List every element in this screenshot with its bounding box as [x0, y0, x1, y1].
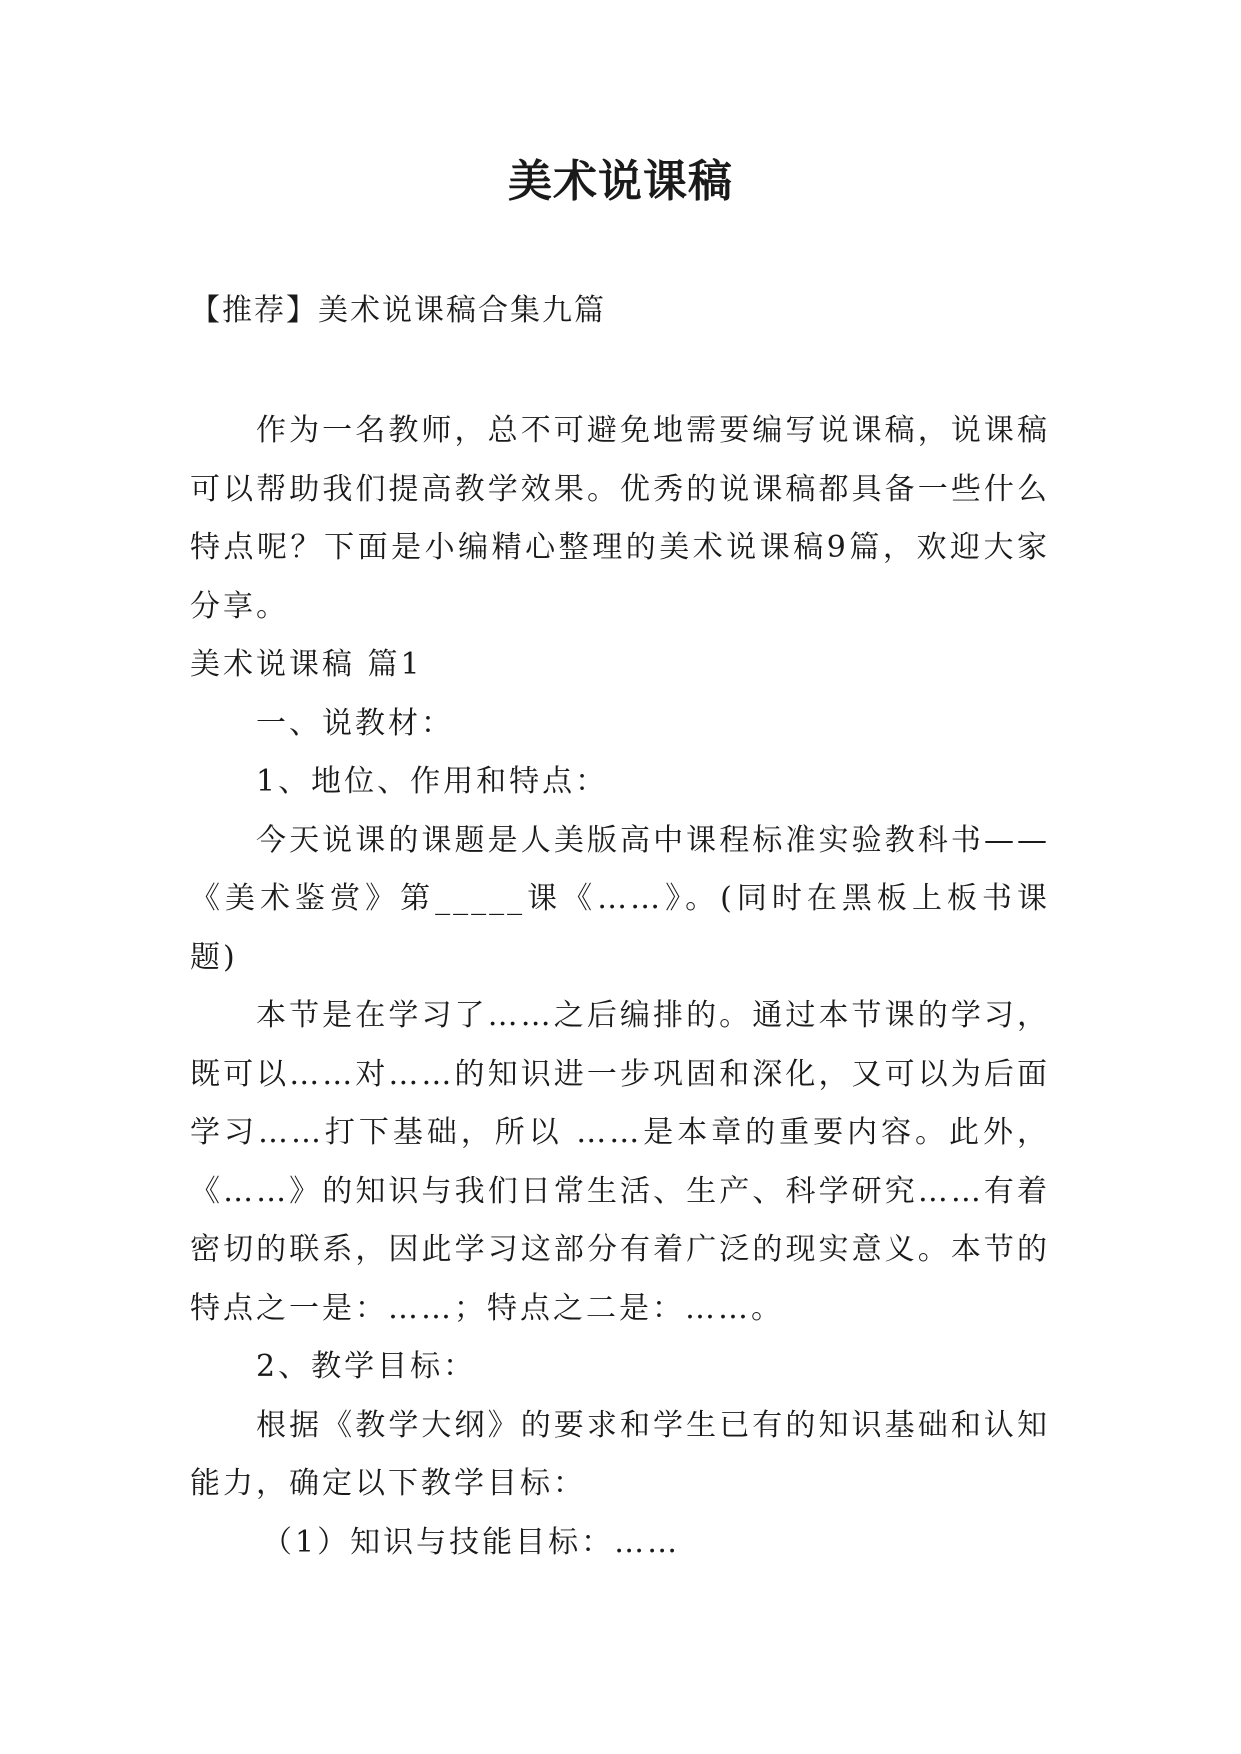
goals-intro-paragraph: 根据《教学大纲》的要求和学生已有的知识基础和认知能力，确定以下教学目标： — [190, 1407, 1050, 1501]
position-paragraph: 本节是在学习了……之后编排的。通过本节课的学习，既可以……对……的知识进一步巩固和深化，又可以为后面学习……打下基础，所以 ……是本章的重要内容。此外，《……》的知识与我们日常生活、生产、科学研究……有着密切的联系，因此学习这部分有着广泛的现实意义。本节的特点之一是：……；特点之二是：……。 — [190, 998, 1050, 1326]
section-heading: 美术说课稿 篇1 — [190, 647, 423, 682]
document-subtitle: 【推荐】美术说课稿合集九篇 — [190, 293, 606, 328]
item1-heading: 1、地位、作用和特点： — [256, 764, 609, 799]
document-title: 美术说课稿 — [508, 156, 733, 207]
topic-paragraph: 今天说课的课题是人美版高中课程标准实验教科书——《美术鉴赏》第_____课《……》。(同时在黑板上板书课题) — [190, 822, 1050, 975]
document-body — [190, 402, 1050, 1572]
part1-heading: 一、说教材： — [256, 705, 454, 741]
goal1-paragraph: （1）知识与技能目标：…… — [262, 1524, 681, 1560]
intro-paragraph: 作为一名教师，总不可避免地需要编写说课稿，说课稿可以帮助我们提高教学效果。优秀的说课稿都具备一些什么特点呢？下面是小编精心整理的美术说课稿9篇，欢迎大家分享。 — [190, 413, 1050, 624]
item2-heading: 2、教学目标： — [256, 1349, 477, 1384]
